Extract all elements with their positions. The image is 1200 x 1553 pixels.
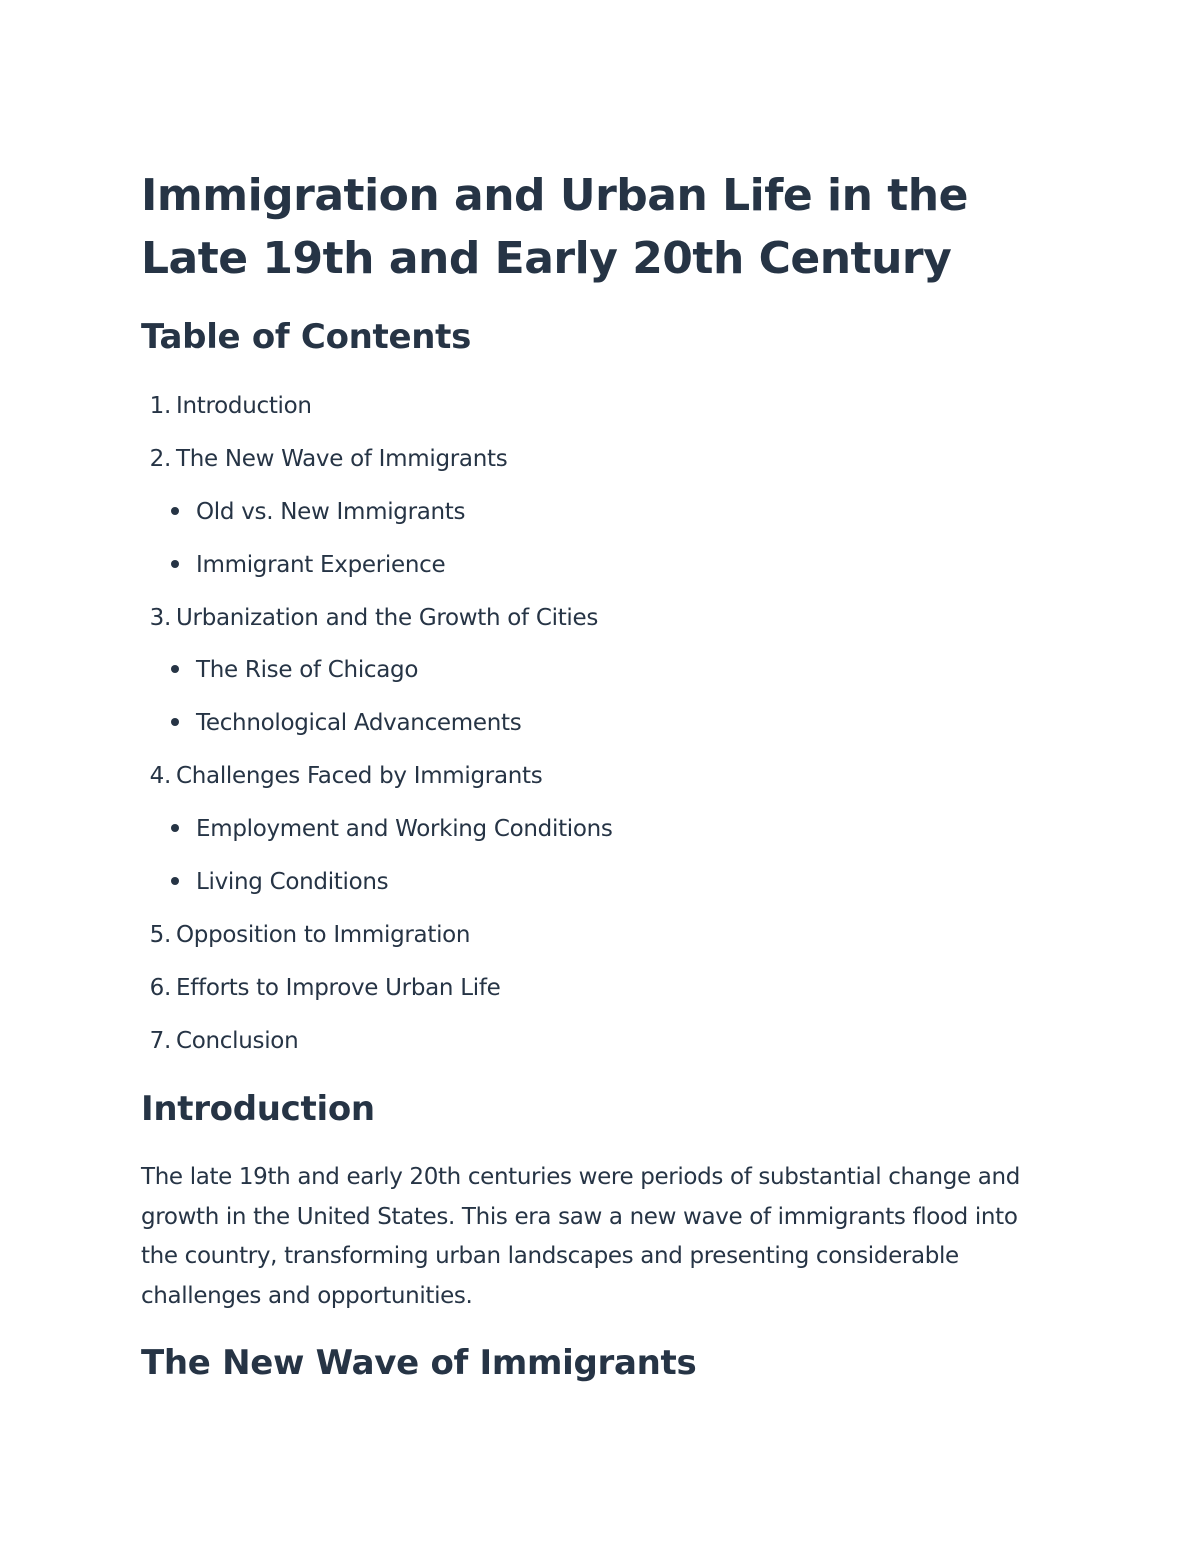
toc-item-number: 6 . (141, 970, 171, 1006)
bullet-icon (171, 507, 179, 515)
toc-item-introduction[interactable] (141, 388, 312, 424)
toc-subitem-rise-of-chicago[interactable] (171, 652, 418, 688)
toc-subitem-immigrant-experience[interactable] (171, 547, 445, 583)
section-heading-introduction: Introduction (141, 1089, 375, 1129)
toc-item-number: 4 . (141, 758, 171, 794)
toc-item-label: Opposition to Immigration (176, 922, 471, 948)
bullet-icon (171, 877, 179, 885)
bullet-icon (171, 560, 179, 568)
toc-item-number: 3 . (141, 600, 171, 636)
bullet-icon (171, 665, 179, 673)
toc-item-new-wave[interactable] (141, 441, 507, 477)
toc-item-number: 7 . (141, 1023, 171, 1059)
toc-subitem-employment[interactable] (171, 811, 613, 847)
toc-subitem-living-conditions[interactable] (171, 864, 388, 900)
toc-subitem-old-vs-new[interactable] (171, 494, 465, 530)
toc-item-challenges[interactable] (141, 758, 542, 794)
toc-item-number: 1 . (141, 388, 171, 424)
bullet-icon (171, 718, 179, 726)
toc-subitem-label: Living Conditions (196, 869, 389, 895)
document-title: Immigration and Urban Life in the Late 19th and Early 20th Century (141, 170, 968, 284)
toc-heading: Table of Contents (141, 317, 472, 357)
toc-subitem-label: Employment and Working Conditions (196, 816, 613, 842)
toc-subitem-label: Old vs. New Immigrants (196, 499, 466, 525)
toc-subitem-label: Technological Advancements (196, 710, 522, 736)
toc-item-label: Conclusion (176, 1028, 299, 1054)
section-heading-new-wave: The New Wave of Immigrants (141, 1343, 697, 1383)
toc-item-label: Introduction (176, 393, 312, 419)
toc-item-number: 2 . (141, 441, 171, 477)
toc-subitem-technological-advancements[interactable] (171, 705, 521, 741)
toc-item-efforts[interactable] (141, 970, 500, 1006)
toc-subitem-label: Immigrant Experience (196, 552, 446, 578)
bullet-icon (171, 824, 179, 832)
toc-item-urbanization[interactable] (141, 600, 598, 636)
toc-item-conclusion[interactable] (141, 1023, 298, 1059)
toc-item-label: The New Wave of Immigrants (176, 446, 508, 472)
introduction-paragraph: The late 19th and early 20th centuries were periods of substantial change and growth in the United States. This era saw a new wave of immigrants flood into the country, transforming urban landscapes and presenting considerable challenges and opportunities. (141, 1164, 1020, 1309)
toc-subitem-label: The Rise of Chicago (196, 657, 419, 683)
toc-item-number: 5 . (141, 917, 171, 953)
toc-item-label: Challenges Faced by Immigrants (176, 763, 543, 789)
toc-item-opposition[interactable] (141, 917, 470, 953)
toc-item-label: Efforts to Improve Urban Life (176, 975, 501, 1001)
toc-item-label: Urbanization and the Growth of Cities (176, 605, 599, 631)
